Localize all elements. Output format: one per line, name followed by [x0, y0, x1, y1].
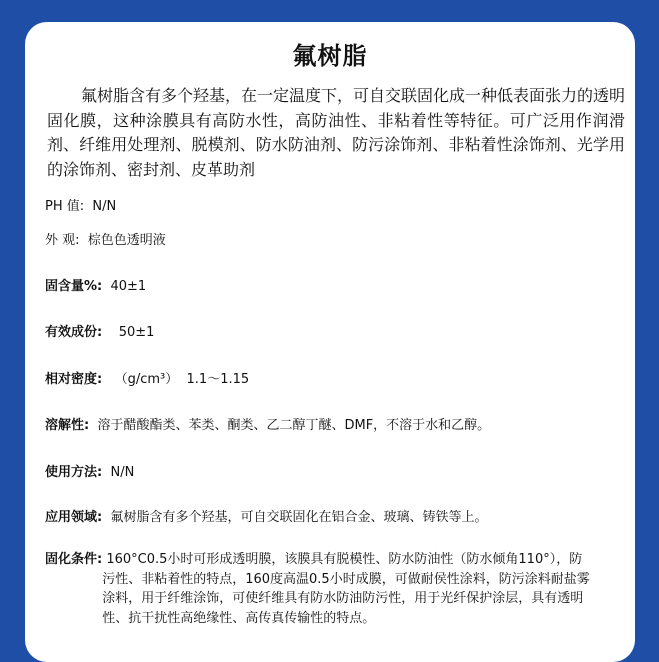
- spec-value: N/N: [102, 465, 135, 480]
- spec-density: [45, 371, 620, 389]
- spec-label: 使用方法:: [45, 465, 103, 480]
- spec-label: 固含量%:: [45, 279, 103, 294]
- spec-value: 氟树脂含有多个羟基，可自交联固化在铝合金、玻璃、铸铁等上。: [102, 510, 488, 525]
- spec-label: PH 值:: [45, 199, 85, 214]
- spec-label: 固化条件:: [45, 552, 103, 567]
- spec-curing: [45, 550, 620, 628]
- spec-label: 有效成份:: [45, 325, 103, 340]
- spec-value: 50±1: [102, 325, 155, 340]
- spec-label: 溶解性:: [45, 418, 90, 433]
- spec-usage: [45, 464, 620, 482]
- product-intro: 氟树脂含有多个羟基，在一定温度下，可自交联固化成一种低表面张力的透明固化膜，这种涂膜具有高防水性，高防油性、非粘着性等特征。可广泛用作润滑剂、纤维用处理剂、脱模剂、防水防油剂、防污涂饰剂、非粘着性涂饰剂、光学用的涂饰剂、密封剂、皮革助剂: [47, 86, 626, 179]
- spec-solubility: [45, 417, 620, 435]
- spec-value: 160°C0.5小时可形成透明膜，该膜具有脱模性、防水防油性（防水倾角110°），防污性、非粘着性的特点，160度高温0.5小时成膜，可做耐侯性涂料，防污涂料耐盐雾涂料，用于纤维涂饰，可使纤维具有防水防油防污性，用于光纤保护涂层，具有透明性、抗干扰性高绝缘性、高传真传输性的特点。: [102, 552, 590, 626]
- spec-label: 应用领域:: [45, 510, 103, 525]
- spec-application: [45, 509, 620, 527]
- spec-value: （g/cm³） 1.1～1.15: [102, 372, 250, 387]
- spec-effective-content: [45, 324, 620, 342]
- product-card: [25, 22, 635, 662]
- spec-value: 40±1: [102, 279, 147, 294]
- spec-solid-content: [45, 278, 620, 296]
- spec-appearance: [45, 232, 620, 250]
- spec-value: 溶于醋酸酯类、苯类、酮类、乙二醇丁醚、DMF，不溶于水和乙醇。: [89, 418, 491, 433]
- spec-label: 外 观:: [45, 233, 80, 248]
- product-title: 氟树脂: [292, 42, 368, 70]
- spec-value: N/N: [84, 199, 117, 214]
- spec-ph: [45, 198, 620, 216]
- spec-value: 棕色色透明液: [79, 233, 166, 248]
- spec-label: 相对密度:: [45, 372, 103, 387]
